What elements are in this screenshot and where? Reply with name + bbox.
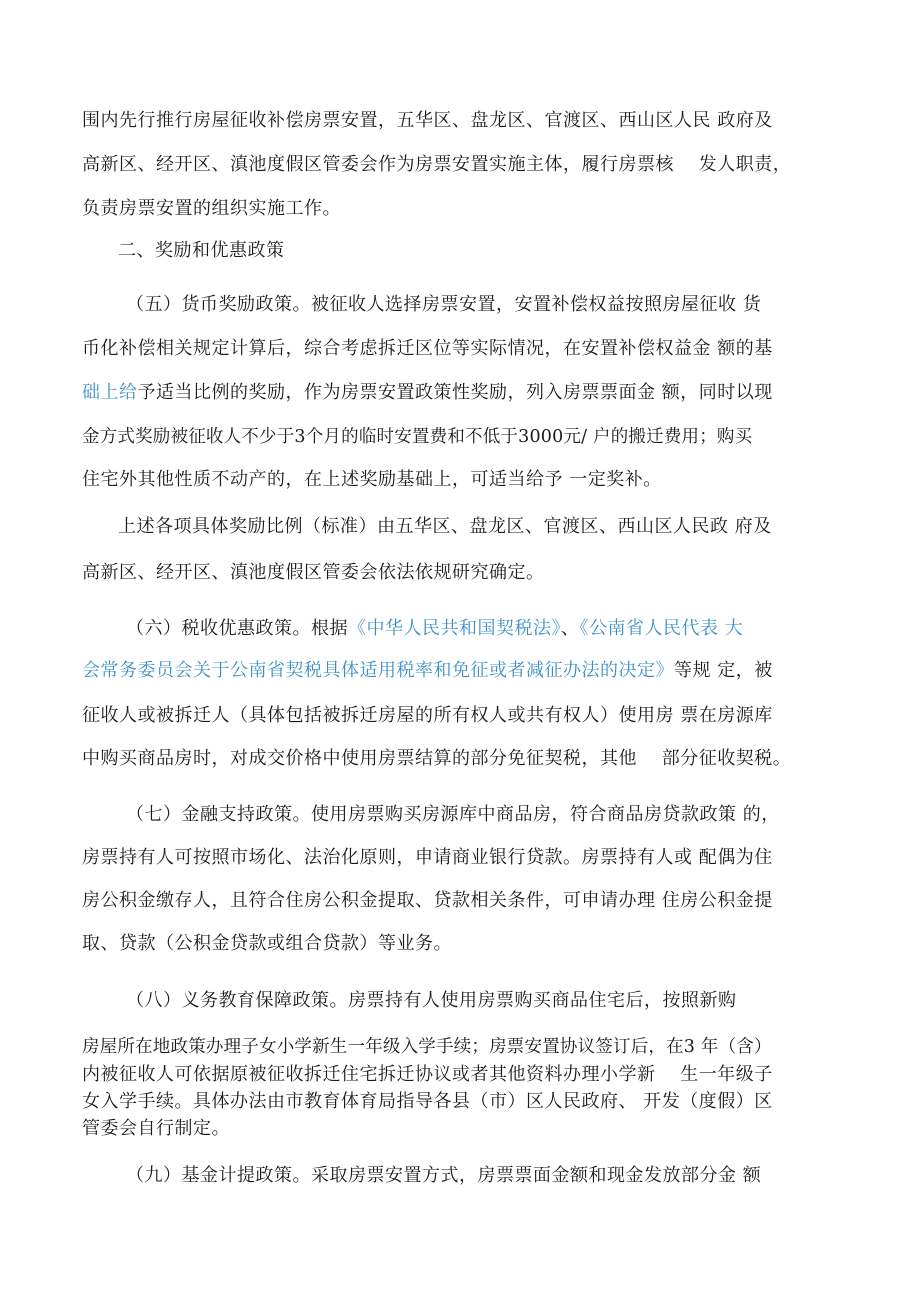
text-line: 内被征收人可依据原被征收拆迁住宅拆迁协议或者其他资料办理小学新 生一年级子 <box>82 1064 773 1085</box>
text-line <box>82 380 773 406</box>
text-line: 女入学手续。具体办法由市教育体育局指导各县（市）区人民政府、 开发（度假）区 <box>82 1091 773 1112</box>
text-line: 住宅外其他性质不动产的，在上述奖励基础上，可适当给予 一定奖补。 <box>82 469 662 490</box>
text-span: 、 <box>561 618 580 639</box>
text-line: 房票持有人可按照市场化、法治化原则，申请商业银行贷款。房票持有人或 配偶为住 <box>82 847 773 868</box>
text-line: （八）义务教育保障政策。房票持有人使用房票购买商品住宅后，按照新购 <box>126 990 737 1011</box>
text-line: （九）基金计提政策。采取房票安置方式，房票票面金额和现金发放部分金 额 <box>126 1165 762 1186</box>
text-line: 管委会自行制定。 <box>82 1118 230 1139</box>
text-line: （七）金融支持政策。使用房票购买房源库中商品房，符合商品房贷款政策 的， <box>126 804 780 825</box>
text-span: 予适当比例的奖励，作为房票安置政策性奖励，列入房票票面金 额，同时以现 <box>137 382 773 403</box>
text-line: 房公积金缴存人，且符合住房公积金提取、贷款相关条件，可申请办理 住房公积金提 <box>82 890 773 911</box>
text-line: 金方式奖励被征收人不少于3个月的临时安置费和不低于3000元/ 户的搬迁费用；购买 <box>82 427 753 447</box>
text-line <box>126 616 743 642</box>
law-link[interactable]: 《中华人民共和国契税法》 <box>348 618 561 639</box>
text-line: 中购买商品房时，对成交价格中使用房票结算的部分免征契税，其他 部分征收契税。 <box>82 748 792 769</box>
text-line: 高新区、经开区、滇池度假区管委会作为房票安置实施主体，履行房票核 发人职责， <box>82 154 792 175</box>
law-link[interactable]: 《公南省人民代表 大 <box>579 618 744 639</box>
text-line: 币化补偿相关规定计算后，综合考虑拆迁区位等实际情况，在安置补偿权益金 额的基 <box>82 338 773 359</box>
law-link[interactable]: 会常务委员会关于公南省契税具体适用税率和免征或者减征办法的决定》 <box>82 660 674 681</box>
text-line: 负责房票安置的组织实施工作。 <box>82 198 341 219</box>
text-line: 上述各项具体奖励比例（标准）由五华区、盘龙区、官渡区、西山区人民政 府及 <box>118 516 772 537</box>
section-heading: 二、奖励和优惠政策 <box>118 240 285 261</box>
text-line: 高新区、经开区、滇池度假区管委会依法依规研究确定。 <box>82 562 545 583</box>
text-line: 征收人或被拆迁人（具体包括被拆迁房屋的所有权人或共有权人）使用房 票在房源库 <box>82 705 773 726</box>
text-line <box>82 658 773 684</box>
text-span: （六）税收优惠政策。根据 <box>126 618 348 639</box>
text-span: 等规 定，被 <box>674 660 773 681</box>
text-line: 房屋所在地政策办理子女小学新生一年级入学手续；房票安置协议签订后，在3 年（含） <box>82 1037 772 1057</box>
text-line: 取、贷款（公积金贷款或组合贷款）等业务。 <box>82 933 452 954</box>
text-line: （五）货币奖励政策。被征收人选择房票安置，安置补偿权益按照房屋征收 货 <box>126 294 762 315</box>
link-text[interactable]: 础上给 <box>82 382 138 403</box>
text-line: 围内先行推行房屋征收补偿房票安置，五华区、盘龙区、官渡区、西山区人民 政府及 <box>82 110 773 131</box>
